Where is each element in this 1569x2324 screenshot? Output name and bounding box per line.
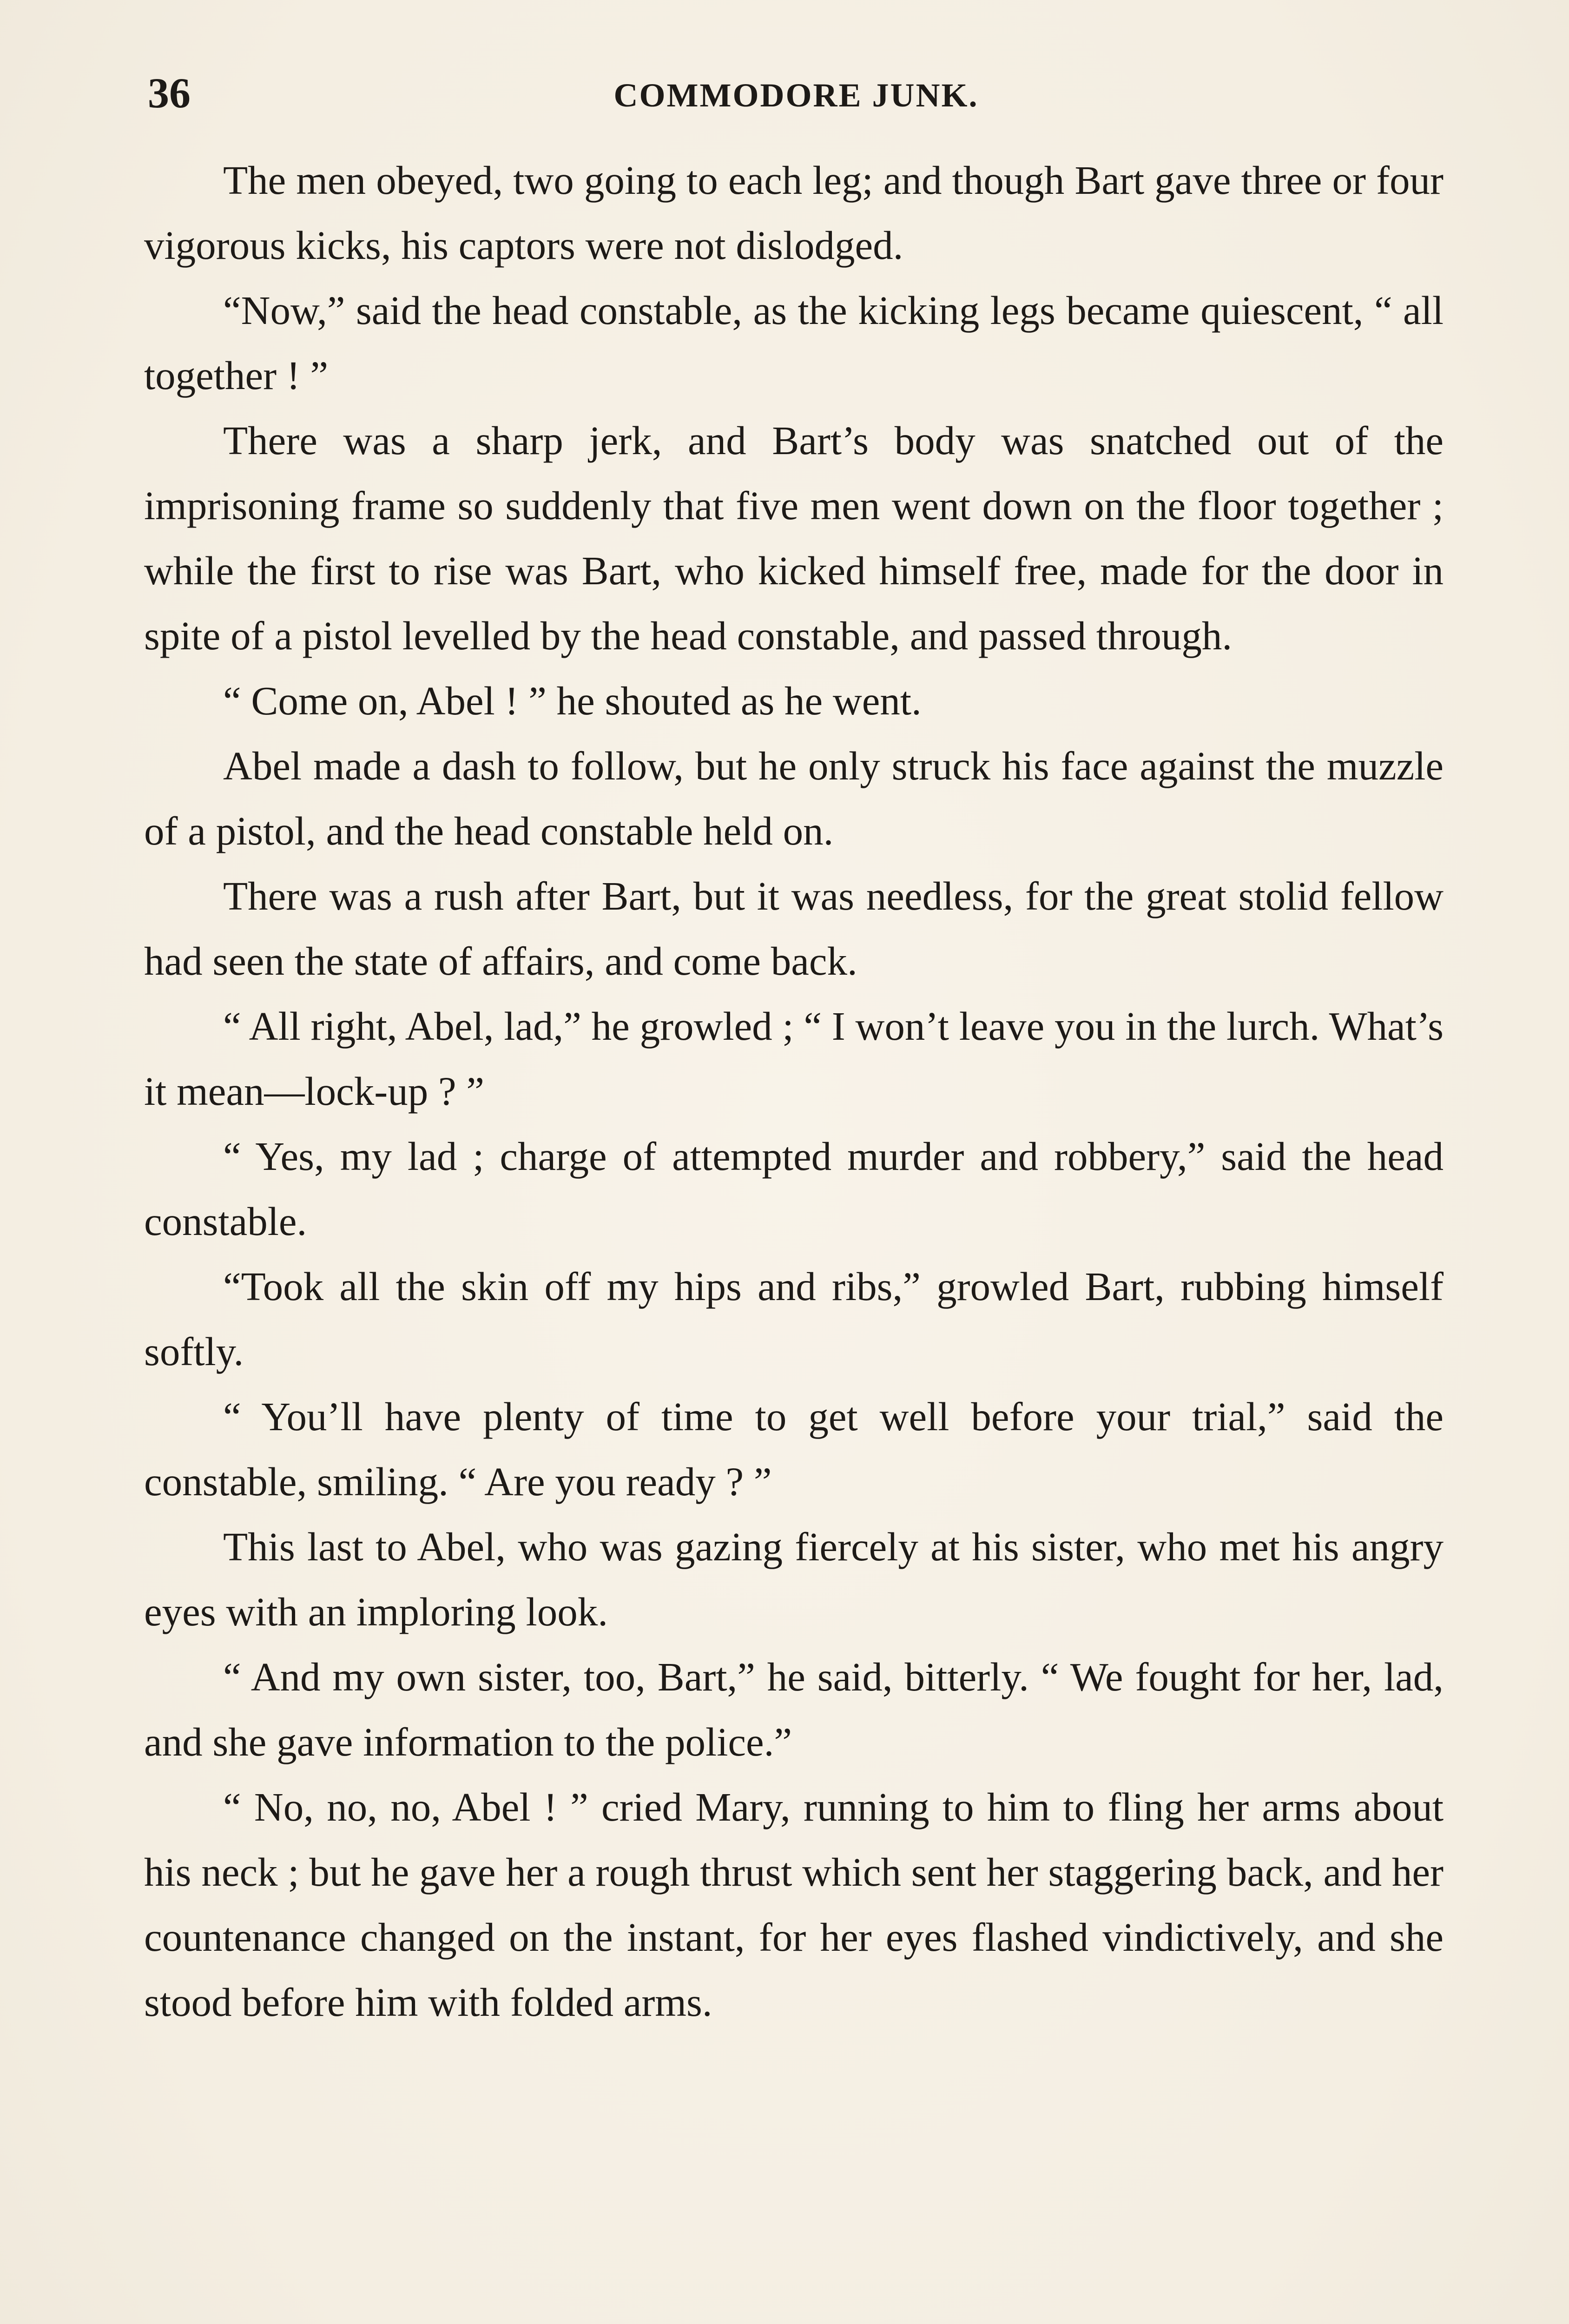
paragraph: The men obeyed, two going to each leg; and though Bart gave three or four vigorous kicks, his captors were not dislodged. xyxy=(144,158,1444,268)
paragraph: “Now,” said the head constable, as the kicking legs became quiescent, “ all together ! ” xyxy=(144,288,1444,398)
page-number: 36 xyxy=(148,69,191,117)
paragraph: Abel made a dash to follow, but he only struck his face against the muzzle of a pistol, and the head constable held on. xyxy=(144,743,1444,853)
paragraph: “ No, no, no, Abel ! ” cried Mary, running to him to fling her arms about his neck ; but he gave her a rough thrust which sent her staggering back, and her countenance changed on the instant, for her eyes flashed vindictively, and she stood before him with folded arms. xyxy=(144,1784,1444,2025)
page-header xyxy=(148,65,1444,121)
paragraph: “Took all the skin off my hips and ribs,” growled Bart, rubbing himself softly. xyxy=(144,1264,1444,1374)
paragraph: There was a sharp jerk, and Bart’s body was snatched out of the imprisoning frame so suddenly that five men went down on the floor together ; while the first to rise was Bart, who kicked himself free, made for the door in spite of a pistol levelled by the head constable, and passed through. xyxy=(144,418,1444,658)
paragraph: “ You’ll have plenty of time to get well before your trial,” said the constable, smiling. “ Are you ready ? ” xyxy=(144,1394,1444,1504)
paragraph: “ All right, Abel, lad,” he growled ; “ I won’t leave you in the lurch. What’s it mean—lock-up ? ” xyxy=(144,1004,1444,1114)
paragraph: “ Come on, Abel ! ” he shouted as he went. xyxy=(223,678,922,723)
running-title: COMMODORE JUNK. xyxy=(613,77,979,114)
paragraph: There was a rush after Bart, but it was needless, for the great stolid fellow had seen the state of affairs, and come back. xyxy=(144,873,1444,984)
body-text xyxy=(144,148,1444,2035)
paragraph: This last to Abel, who was gazing fiercely at his sister, who met his angry eyes with an imploring look. xyxy=(144,1524,1444,1634)
paragraph: “ And my own sister, too, Bart,” he said, bitterly. “ We fought for her, lad, and she gave information to the police.” xyxy=(144,1654,1444,1764)
paragraph: “ Yes, my lad ; charge of attempted murder and robbery,” said the head constable. xyxy=(144,1134,1444,1244)
